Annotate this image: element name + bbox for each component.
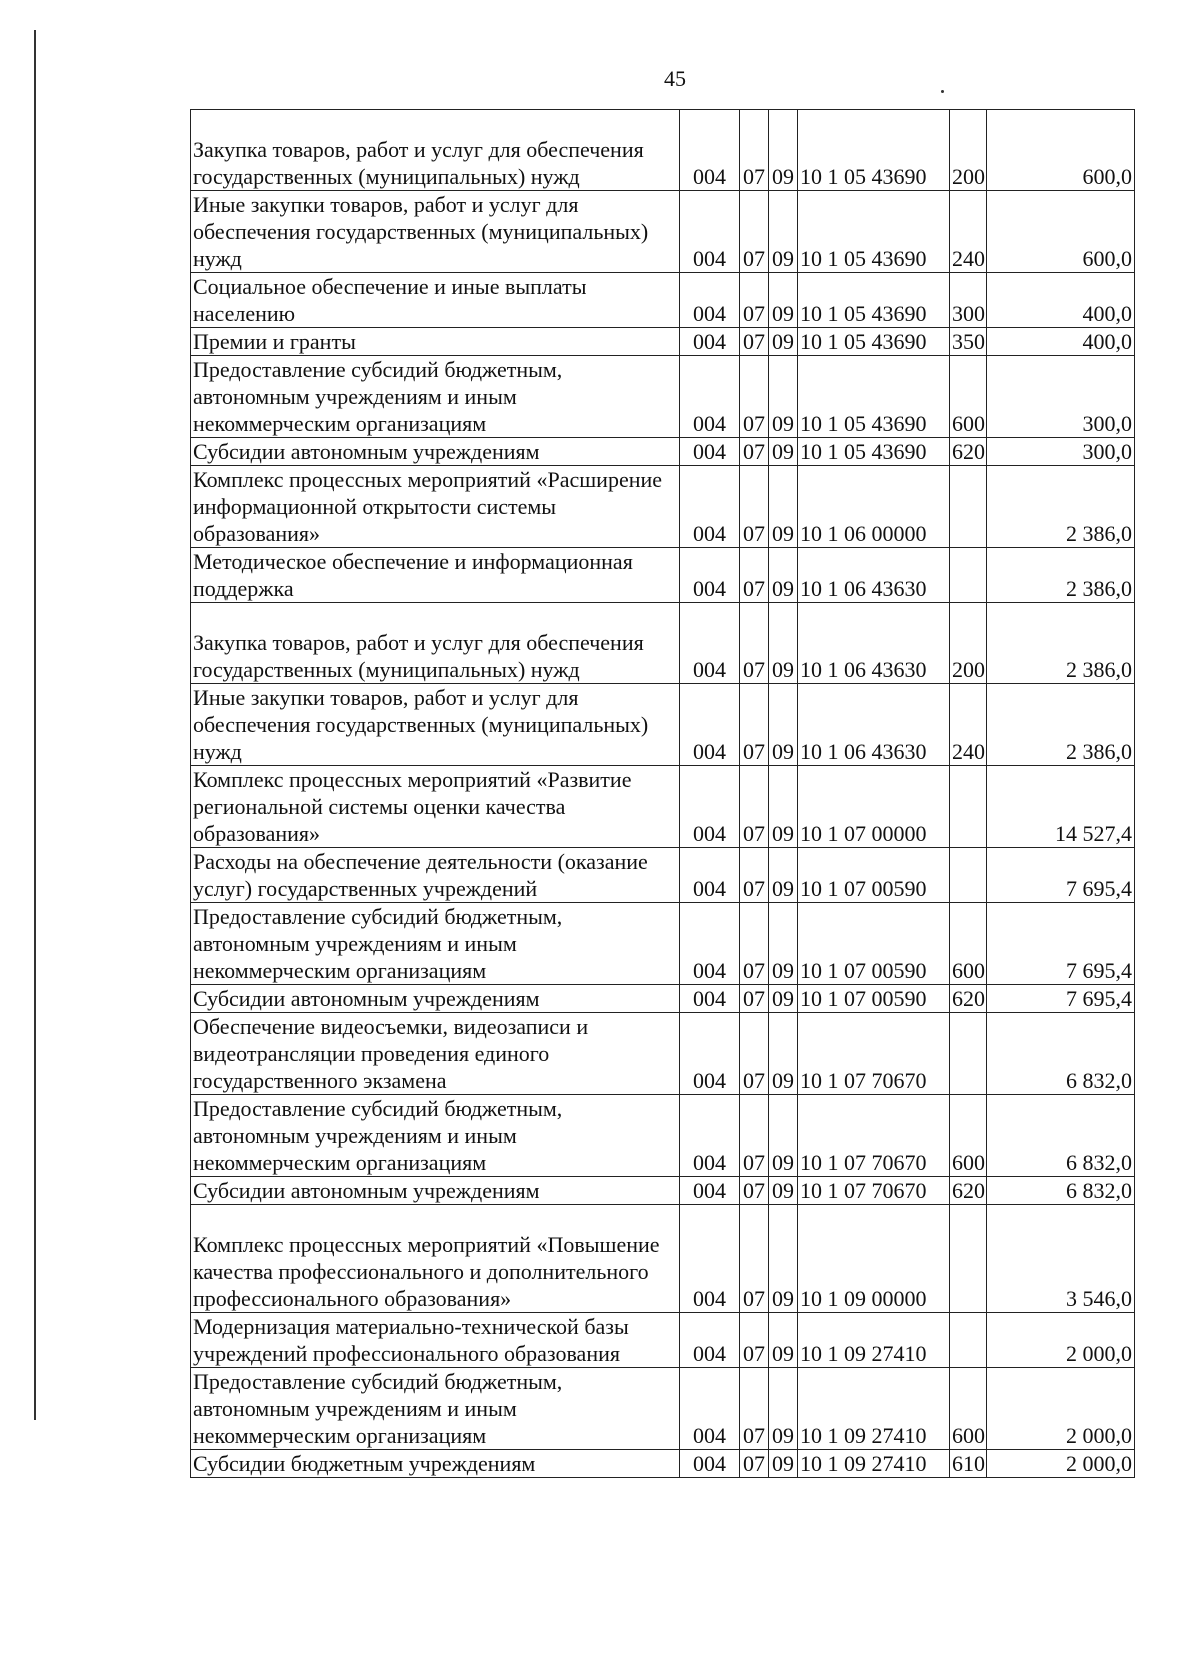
row-amount: 3 546,0	[987, 1205, 1135, 1313]
row-subsection-code: 09	[769, 191, 798, 273]
row-ved-code: 004	[680, 1177, 740, 1205]
row-expense-type	[950, 848, 987, 903]
row-ved-code: 004	[680, 328, 740, 356]
row-amount: 7 695,4	[987, 903, 1135, 985]
row-section-code: 07	[740, 438, 769, 466]
row-target-article: 10 1 05 43690	[798, 191, 950, 273]
table-row	[191, 110, 1135, 191]
table-row	[191, 684, 1135, 766]
row-expense-type: 200	[950, 110, 987, 191]
row-name: Обеспечение видеосъемки, видеозаписи и видеотрансляции проведения единого государственного экзамена	[191, 1013, 680, 1095]
row-ved-code: 004	[680, 110, 740, 191]
row-ved-code: 004	[680, 684, 740, 766]
row-name: Методическое обеспечение и информационная поддержка	[191, 548, 680, 603]
row-name: Социальное обеспечение и иные выплаты населению	[191, 273, 680, 328]
row-expense-type: 300	[950, 273, 987, 328]
row-target-article: 10 1 07 70670	[798, 1013, 950, 1095]
row-expense-type: 600	[950, 1368, 987, 1450]
row-section-code: 07	[740, 1095, 769, 1177]
row-section-code: 07	[740, 548, 769, 603]
row-ved-code: 004	[680, 191, 740, 273]
row-section-code: 07	[740, 1177, 769, 1205]
row-amount: 6 832,0	[987, 1095, 1135, 1177]
row-ved-code: 004	[680, 1313, 740, 1368]
row-amount: 2 000,0	[987, 1313, 1135, 1368]
row-amount: 600,0	[987, 191, 1135, 273]
row-name: Предоставление субсидий бюджетным, автономным учреждениям и иным некоммерческим организациям	[191, 356, 680, 438]
row-section-code: 07	[740, 466, 769, 548]
row-target-article: 10 1 06 00000	[798, 466, 950, 548]
row-target-article: 10 1 07 00590	[798, 985, 950, 1013]
row-target-article: 10 1 07 00590	[798, 848, 950, 903]
row-section-code: 07	[740, 684, 769, 766]
row-target-article: 10 1 05 43690	[798, 438, 950, 466]
row-subsection-code: 09	[769, 603, 798, 684]
row-amount: 2 000,0	[987, 1368, 1135, 1450]
row-target-article: 10 1 07 70670	[798, 1177, 950, 1205]
row-name: Премии и гранты	[191, 328, 680, 356]
table-row	[191, 191, 1135, 273]
table-row	[191, 356, 1135, 438]
row-target-article: 10 1 09 27410	[798, 1313, 950, 1368]
left-margin-line	[34, 30, 36, 1420]
table-row	[191, 438, 1135, 466]
row-name: Иные закупки товаров, работ и услуг для обеспечения государственных (муниципальных) нужд	[191, 684, 680, 766]
row-amount: 7 695,4	[987, 848, 1135, 903]
row-name: Модернизация материально-технической базы учреждений профессионального образования	[191, 1313, 680, 1368]
table-row	[191, 903, 1135, 985]
row-subsection-code: 09	[769, 684, 798, 766]
table-row	[191, 1450, 1135, 1478]
row-subsection-code: 09	[769, 1177, 798, 1205]
row-target-article: 10 1 07 00000	[798, 766, 950, 848]
row-target-article: 10 1 06 43630	[798, 684, 950, 766]
row-name: Субсидии автономным учреждениям	[191, 1177, 680, 1205]
row-ved-code: 004	[680, 548, 740, 603]
row-name: Субсидии автономным учреждениям	[191, 985, 680, 1013]
table-row	[191, 603, 1135, 684]
row-section-code: 07	[740, 191, 769, 273]
row-target-article: 10 1 09 27410	[798, 1368, 950, 1450]
row-subsection-code: 09	[769, 985, 798, 1013]
row-section-code: 07	[740, 273, 769, 328]
row-expense-type	[950, 1013, 987, 1095]
row-name: Расходы на обеспечение деятельности (оказание услуг) государственных учреждений	[191, 848, 680, 903]
row-section-code: 07	[740, 603, 769, 684]
table-row	[191, 848, 1135, 903]
row-expense-type: 620	[950, 438, 987, 466]
row-subsection-code: 09	[769, 848, 798, 903]
row-amount: 300,0	[987, 438, 1135, 466]
row-subsection-code: 09	[769, 1313, 798, 1368]
row-subsection-code: 09	[769, 1095, 798, 1177]
row-name: Комплекс процессных мероприятий «Расширение информационной открытости системы образования»	[191, 466, 680, 548]
row-name: Иные закупки товаров, работ и услуг для обеспечения государственных (муниципальных) нужд	[191, 191, 680, 273]
row-amount: 7 695,4	[987, 985, 1135, 1013]
row-subsection-code: 09	[769, 273, 798, 328]
row-ved-code: 004	[680, 1095, 740, 1177]
row-expense-type: 350	[950, 328, 987, 356]
table-row	[191, 328, 1135, 356]
row-target-article: 10 1 05 43690	[798, 273, 950, 328]
row-section-code: 07	[740, 1205, 769, 1313]
row-amount: 6 832,0	[987, 1013, 1135, 1095]
row-amount: 14 527,4	[987, 766, 1135, 848]
row-section-code: 07	[740, 903, 769, 985]
row-name: Комплекс процессных мероприятий «Повышение качества профессионального и дополнительного профессионального образования»	[191, 1205, 680, 1313]
table-row	[191, 466, 1135, 548]
row-target-article: 10 1 05 43690	[798, 328, 950, 356]
row-subsection-code: 09	[769, 438, 798, 466]
row-expense-type	[950, 466, 987, 548]
row-name: Субсидии бюджетным учреждениям	[191, 1450, 680, 1478]
row-name: Комплекс процессных мероприятий «Развитие региональной системы оценки качества образования»	[191, 766, 680, 848]
row-section-code: 07	[740, 1450, 769, 1478]
row-expense-type: 240	[950, 684, 987, 766]
row-ved-code: 004	[680, 766, 740, 848]
row-amount: 300,0	[987, 356, 1135, 438]
row-section-code: 07	[740, 328, 769, 356]
table-row	[191, 1205, 1135, 1313]
row-amount: 2 386,0	[987, 684, 1135, 766]
row-subsection-code: 09	[769, 466, 798, 548]
row-target-article: 10 1 09 00000	[798, 1205, 950, 1313]
row-amount: 2 386,0	[987, 603, 1135, 684]
row-name: Предоставление субсидий бюджетным, автономным учреждениям и иным некоммерческим организациям	[191, 903, 680, 985]
row-target-article: 10 1 07 70670	[798, 1095, 950, 1177]
row-target-article: 10 1 06 43630	[798, 548, 950, 603]
row-expense-type: 240	[950, 191, 987, 273]
row-expense-type: 620	[950, 985, 987, 1013]
row-section-code: 07	[740, 1368, 769, 1450]
row-subsection-code: 09	[769, 1450, 798, 1478]
row-amount: 600,0	[987, 110, 1135, 191]
table-row	[191, 1013, 1135, 1095]
row-amount: 400,0	[987, 328, 1135, 356]
row-section-code: 07	[740, 848, 769, 903]
row-section-code: 07	[740, 766, 769, 848]
row-subsection-code: 09	[769, 548, 798, 603]
row-section-code: 07	[740, 985, 769, 1013]
row-expense-type: 600	[950, 356, 987, 438]
row-expense-type	[950, 1205, 987, 1313]
row-expense-type: 620	[950, 1177, 987, 1205]
row-amount: 2 386,0	[987, 466, 1135, 548]
row-target-article: 10 1 07 00590	[798, 903, 950, 985]
row-subsection-code: 09	[769, 110, 798, 191]
row-subsection-code: 09	[769, 766, 798, 848]
row-amount: 400,0	[987, 273, 1135, 328]
row-amount: 2 386,0	[987, 548, 1135, 603]
row-expense-type	[950, 766, 987, 848]
row-ved-code: 004	[680, 1013, 740, 1095]
row-ved-code: 004	[680, 603, 740, 684]
row-expense-type: 600	[950, 1095, 987, 1177]
row-ved-code: 004	[680, 273, 740, 328]
row-target-article: 10 1 06 43630	[798, 603, 950, 684]
row-ved-code: 004	[680, 1450, 740, 1478]
table-row	[191, 548, 1135, 603]
row-expense-type: 600	[950, 903, 987, 985]
row-name: Предоставление субсидий бюджетным, автономным учреждениям и иным некоммерческим организациям	[191, 1368, 680, 1450]
row-target-article: 10 1 09 27410	[798, 1450, 950, 1478]
row-ved-code: 004	[680, 1205, 740, 1313]
row-subsection-code: 09	[769, 903, 798, 985]
row-ved-code: 004	[680, 356, 740, 438]
row-subsection-code: 09	[769, 1368, 798, 1450]
table-row	[191, 1177, 1135, 1205]
row-subsection-code: 09	[769, 356, 798, 438]
row-subsection-code: 09	[769, 1205, 798, 1313]
row-ved-code: 004	[680, 466, 740, 548]
row-amount: 2 000,0	[987, 1450, 1135, 1478]
row-target-article: 10 1 05 43690	[798, 356, 950, 438]
row-section-code: 07	[740, 356, 769, 438]
row-section-code: 07	[740, 110, 769, 191]
row-ved-code: 004	[680, 903, 740, 985]
table-row	[191, 1313, 1135, 1368]
row-subsection-code: 09	[769, 328, 798, 356]
table-row	[191, 985, 1135, 1013]
row-target-article: 10 1 05 43690	[798, 110, 950, 191]
row-section-code: 07	[740, 1013, 769, 1095]
row-ved-code: 004	[680, 848, 740, 903]
table-row	[191, 766, 1135, 848]
row-name: Закупка товаров, работ и услуг для обеспечения государственных (муниципальных) нужд	[191, 603, 680, 684]
row-name: Предоставление субсидий бюджетным, автономным учреждениям и иным некоммерческим организациям	[191, 1095, 680, 1177]
row-ved-code: 004	[680, 985, 740, 1013]
table-row	[191, 273, 1135, 328]
table-row	[191, 1095, 1135, 1177]
row-expense-type	[950, 1313, 987, 1368]
row-name: Субсидии автономным учреждениям	[191, 438, 680, 466]
row-section-code: 07	[740, 1313, 769, 1368]
row-expense-type: 200	[950, 603, 987, 684]
row-ved-code: 004	[680, 1368, 740, 1450]
budget-table	[190, 109, 1135, 1478]
row-subsection-code: 09	[769, 1013, 798, 1095]
row-name: Закупка товаров, работ и услуг для обеспечения государственных (муниципальных) нужд	[191, 110, 680, 191]
row-expense-type	[950, 548, 987, 603]
row-expense-type: 610	[950, 1450, 987, 1478]
table-row	[191, 1368, 1135, 1450]
page-number: 45	[664, 66, 686, 91]
scan-dot	[941, 90, 944, 93]
row-ved-code: 004	[680, 438, 740, 466]
row-amount: 6 832,0	[987, 1177, 1135, 1205]
